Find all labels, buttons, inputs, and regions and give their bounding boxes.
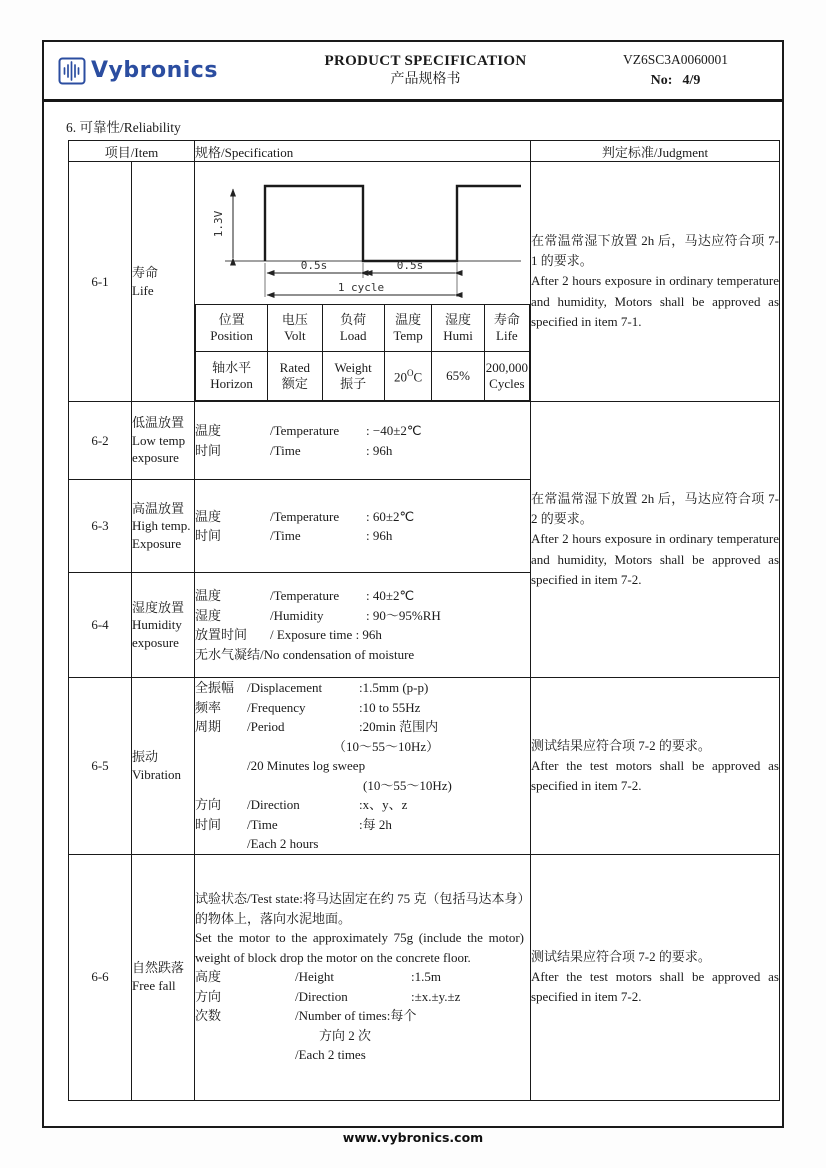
- row-spec: 试验状态/Test state:将马达固定在约 75 克（包括马达本身）的物体上，落向水泥地面。 Set the motor to the approximately 75g (include the motor) weight of block drop the motor on the concrete floor. 高度 /Height :1.5m 方向 /Direction :±x.±y.±z 次数 /Number of times:每个 方向 2 次 /Each 2 times: [195, 854, 531, 1100]
- row-judgment-merged: [531, 402, 780, 678]
- judgment-en: After 2 hours exposure in ordinary temperature and humidity, Motors shall be approved as specified in item 7-1.: [531, 273, 779, 329]
- brand-logo: [58, 57, 268, 85]
- life-col-position: 位置 Position: [196, 305, 268, 352]
- row-item: [132, 402, 195, 480]
- life-val-life: 200,000 Cycles: [484, 352, 529, 401]
- row-id: 6-6: [69, 854, 132, 1100]
- test-state-zh: 试验状态/Test state:将马达固定在约 75 克（包括马达本身）的物体上，落向水泥地面。: [195, 891, 524, 926]
- waveform-voltage-label: 1.3V: [212, 210, 225, 238]
- doc-title-zh: 产品规格书: [390, 72, 461, 88]
- life-val-volt: Rated 额定: [268, 352, 322, 401]
- life-test-table: [195, 304, 530, 401]
- doc-number: VZ6SC3A0060001: [622, 51, 728, 67]
- judgment-en: After the test motors shall be approved as specified in item 7-2.: [531, 968, 779, 1005]
- life-col-life: 寿命 Life: [484, 305, 529, 352]
- item-zh: 寿命: [132, 264, 159, 280]
- judgment-zh: 在常温常湿下放置 2h 后，马达应符合项 7-2 的要求。: [531, 491, 779, 527]
- table-row: [69, 854, 780, 1100]
- table-row: [69, 162, 780, 402]
- judgment-en: After the test motors shall be approved as specified in item 7-2.: [531, 757, 779, 793]
- row-id: 6-2: [69, 402, 132, 480]
- judgment-zh: 测试结果应符合项 7-2 的要求。: [531, 737, 711, 753]
- test-state-en: Set the motor to the approximately 75g (include the motor) weight of block drop the motor on the concrete floor.: [195, 930, 524, 965]
- doc-title: [268, 51, 583, 90]
- footer-url[interactable]: www.vybronics.com: [342, 1130, 484, 1145]
- row-spec: [195, 162, 531, 402]
- col-header-item: 项目/Item: [69, 141, 195, 162]
- page-frame: [42, 40, 784, 1128]
- waveform-pulse2-label: 0.5s: [396, 259, 424, 272]
- life-col-temp: 温度 Temp: [384, 305, 432, 352]
- item-zh: 低温放置: [132, 415, 185, 431]
- item-en: Vibration: [132, 766, 182, 782]
- row-judgment: [531, 678, 780, 855]
- life-val-temp: $20^OC$: [384, 352, 432, 401]
- item-en: High temp. Exposure: [132, 518, 191, 551]
- page-number-value: 4/9: [682, 73, 701, 89]
- life-table-header-row: [196, 305, 530, 352]
- row-judgment: [531, 162, 780, 402]
- vybronics-logo-icon: [58, 57, 86, 85]
- row-id: 6-4: [69, 573, 132, 678]
- col-header-spec: 规格/Specification: [195, 141, 531, 162]
- row-spec: 全振幅 /Displacement :1.5mm (p-p) 频率 /Frequency :10 to 55Hz 周期 /Period :20min 范围内 （10～55～10Hz） /20 Minutes log sweep (10～55～10Hz) 方向 /Direction :x、y、z 时间 /Time :每 2h /Each 2 hours: [195, 678, 531, 855]
- brand-name: Vybronics: [91, 58, 218, 83]
- life-col-volt: 电压 Volt: [268, 305, 322, 352]
- doc-meta: [583, 50, 768, 91]
- row-item: [132, 480, 195, 573]
- item-zh: 高温放置: [132, 500, 185, 516]
- life-col-humi: 湿度 Humi: [432, 305, 484, 352]
- row-spec: 温度 /Temperature : −40±2℃ 时间 /Time : 96h: [195, 402, 531, 480]
- row-spec: 温度 /Temperature : 60±2℃ 时间 /Time : 96h: [195, 480, 531, 573]
- drive-waveform-figure: [195, 164, 530, 304]
- item-zh: 振动: [132, 749, 159, 765]
- life-col-load: 负荷 Load: [322, 305, 384, 352]
- row-item: [132, 573, 195, 678]
- life-table-value-row: [196, 352, 530, 401]
- judgment-zh: 测试结果应符合项 7-2 的要求。: [531, 948, 711, 964]
- item-zh: 自然跌落: [132, 960, 185, 976]
- table-row: [69, 678, 780, 855]
- col-header-judgment: 判定标准/Judgment: [531, 141, 780, 162]
- row-item: [132, 678, 195, 855]
- doc-header: [44, 42, 782, 102]
- item-en: Low temp exposure: [132, 432, 186, 466]
- row-id: 6-3: [69, 480, 132, 573]
- life-val-position: 轴水平 Horizon: [196, 352, 268, 401]
- section-title: 6. 可靠性/Reliability: [66, 120, 181, 135]
- waveform-pulse1-label: 0.5s: [300, 259, 328, 272]
- item-en: Life: [132, 282, 154, 298]
- waveform-cycle-label: 1 cycle: [337, 281, 385, 294]
- life-val-humi: 65%: [432, 352, 484, 401]
- table-row: [69, 402, 780, 480]
- item-zh: 湿度放置: [132, 599, 185, 615]
- row-id: 6-1: [69, 162, 132, 402]
- item-en: Free fall: [132, 978, 176, 993]
- page-number: [583, 70, 768, 91]
- item-en: Humidity exposure: [132, 617, 182, 650]
- row-judgment: [531, 854, 780, 1100]
- row-id: 6-5: [69, 678, 132, 855]
- judgment-zh: 在常温常湿下放置 2h 后，马达应符合项 7-1 的要求。: [531, 233, 779, 269]
- page-number-label: No:: [650, 73, 673, 89]
- table-header-row: [69, 141, 780, 162]
- row-item: [132, 162, 195, 402]
- life-val-load: Weight 振子: [322, 352, 384, 401]
- row-spec: 温度 /Temperature : 40±2℃ 湿度 /Humidity : 90～95%RH 放置时间 / Exposure time : 96h 无水气凝结/No condensation of moisture: [195, 573, 531, 678]
- doc-title-en: PRODUCT SPECIFICATION: [324, 52, 527, 69]
- row-item: [132, 854, 195, 1100]
- judgment-en: After 2 hours exposure in ordinary temperature and humidity, Motors shall be approved as specified in item 7-2.: [531, 531, 779, 587]
- reliability-table: [68, 140, 780, 1101]
